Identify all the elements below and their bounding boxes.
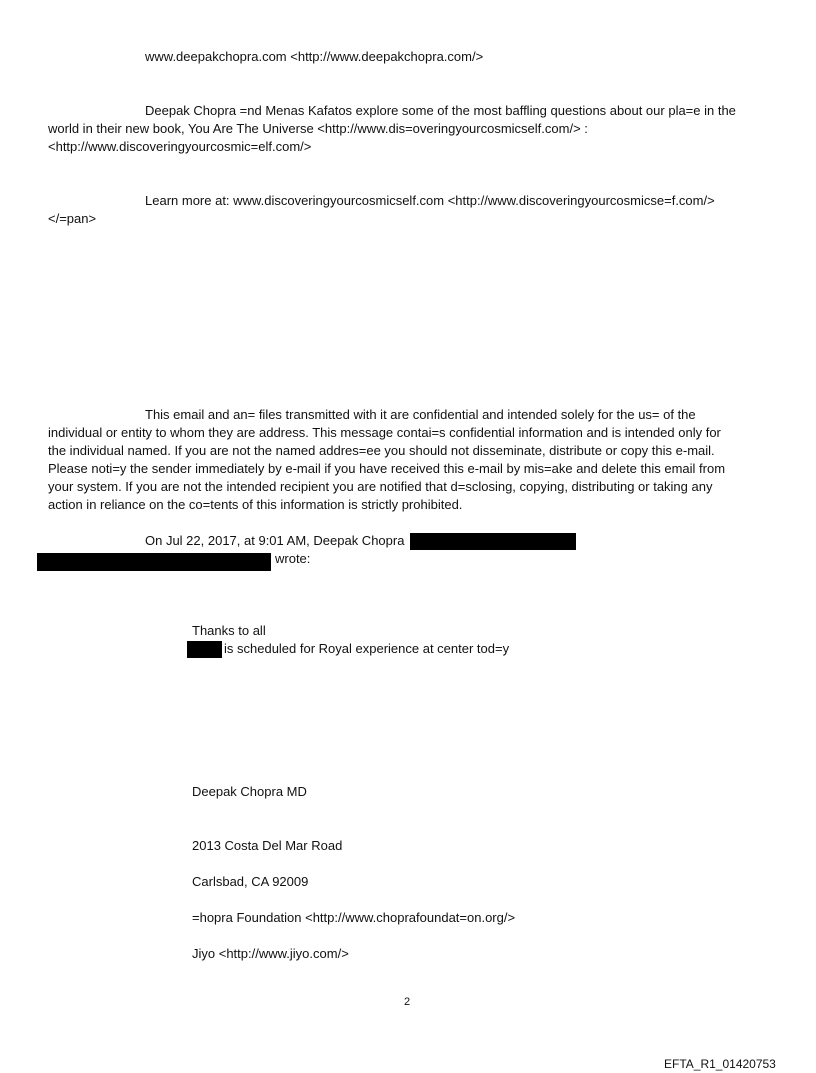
signature-address-line-2: Carlsbad, CA 92009 (192, 874, 309, 889)
signature-address-line-1: 2013 Costa Del Mar Road (192, 838, 343, 853)
signature-foundation-link: =hopra Foundation <http://www.choprafoundat=on.org/> (192, 910, 516, 925)
signature-jiyo-link: Jiyo <http://www.jiyo.com/> (192, 946, 349, 961)
book-paragraph-line-3: <http://www.discoveringyourcosmic=elf.com/> (48, 139, 312, 154)
disclaimer-line-1: This email and an= files transmitted with it are confidential and intended solely for the us= of the (145, 407, 696, 422)
redaction-recipients (37, 553, 271, 571)
scheduled-line: is scheduled for Royal experience at center tod=y (224, 641, 510, 656)
page-number: 2 (404, 996, 411, 1008)
disclaimer-line-6: action in reliance on the co=tents of this information is strictly prohibited. (48, 497, 463, 512)
redaction-name (187, 641, 222, 658)
thanks-line: Thanks to all (192, 623, 266, 638)
span-close-text: </=pan> (48, 211, 97, 226)
quote-header-prefix: On Jul 22, 2017, at 9:01 AM, Deepak Chopra (145, 533, 405, 548)
quote-header-line (145, 532, 404, 550)
quote-header-wrote: wrote: (275, 551, 311, 566)
book-paragraph-line-1: Deepak Chopra =nd Menas Kafatos explore some of the most baffling questions about our pla=e in the (145, 103, 736, 118)
website-link-line: www.deepakchopra.com <http://www.deepakchopra.com/> (145, 49, 484, 64)
redaction-sender-email (410, 533, 576, 550)
disclaimer-line-3: the individual named. If you are not the named addres=ee you should not disseminate, distribute or copy this e-mail. (48, 443, 715, 458)
book-paragraph-line-2: world in their new book, You Are The Universe <http://www.dis=overingyourcosmicself.com/> : (48, 121, 588, 136)
bates-number: EFTA_R1_01420753 (664, 1057, 776, 1071)
learn-more-line: Learn more at: www.discoveringyourcosmicself.com <http://www.discoveringyourcosmicse=f.com/> (145, 193, 715, 208)
disclaimer-line-4: Please noti=y the sender immediately by e-mail if you have received this e-mail by mis=ake and delete this email from (48, 461, 726, 476)
signature-name: Deepak Chopra MD (192, 784, 307, 799)
disclaimer-line-2: individual or entity to whom they are address. This message contai=s confidential information and is intended only for (48, 425, 721, 440)
disclaimer-line-5: your system. If you are not the intended recipient you are notified that d=sclosing, copying, distributing or taking any (48, 479, 713, 494)
